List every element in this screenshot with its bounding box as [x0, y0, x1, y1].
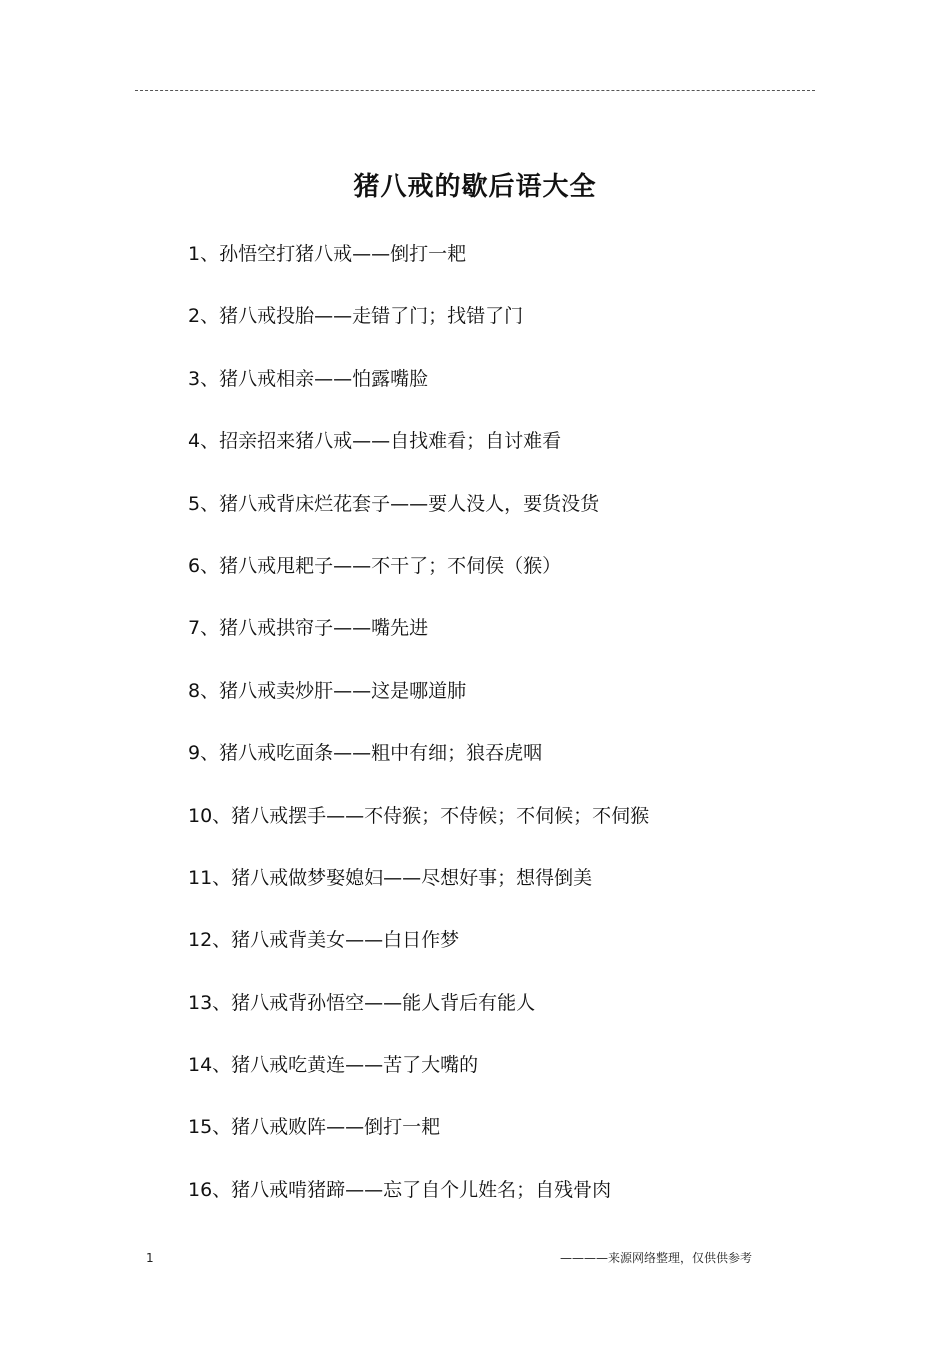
- header-divider: [135, 90, 815, 91]
- list-item: 15、猪八戒败阵——倒打一耙: [188, 1116, 441, 1139]
- list-item: 1、孙悟空打猪八戒——倒打一耙: [188, 243, 467, 265]
- list-item: 5、猪八戒背床烂花套子——要人没人，要货没货: [188, 492, 600, 515]
- list-item: 3、猪八戒相亲——怕露嘴脸: [188, 367, 429, 390]
- list-item: 7、猪八戒拱帘子——嘴先进: [188, 617, 429, 640]
- list-item: 14、猪八戒吃黄连——苦了大嘴的: [188, 1054, 479, 1077]
- proverb-list: [188, 236, 649, 1234]
- page-number: 1: [146, 1251, 154, 1265]
- list-item: 10、猪八戒摆手——不侍猴；不侍候；不伺候；不伺猴: [188, 804, 650, 827]
- list-item: 2、猪八戒投胎——走错了门；找错了门: [188, 305, 524, 328]
- list-item: 6、猪八戒甩耙子——不干了；不伺侯（猴）: [188, 554, 562, 577]
- list-item: 12、猪八戒背美女——白日作梦: [188, 929, 460, 952]
- list-item: 4、招亲招来猪八戒——自找难看；自讨难看: [188, 430, 562, 453]
- source-note: ————来源网络整理，仅供供参考: [559, 1251, 752, 1265]
- list-item: 13、猪八戒背孙悟空——能人背后有能人: [188, 991, 536, 1014]
- page-title: 猪八戒的歇后语大全: [353, 172, 597, 203]
- list-item: 16、猪八戒啃猪蹄——忘了自个儿姓名；自残骨肉: [188, 1178, 612, 1201]
- list-item: 9、猪八戒吃面条——粗中有细；狼吞虎咽: [188, 742, 543, 765]
- list-item: 11、猪八戒做梦娶媳妇——尽想好事；想得倒美: [188, 866, 593, 889]
- list-item: 8、猪八戒卖炒肝——这是哪道肺: [188, 679, 467, 702]
- page-footer: [0, 1246, 950, 1270]
